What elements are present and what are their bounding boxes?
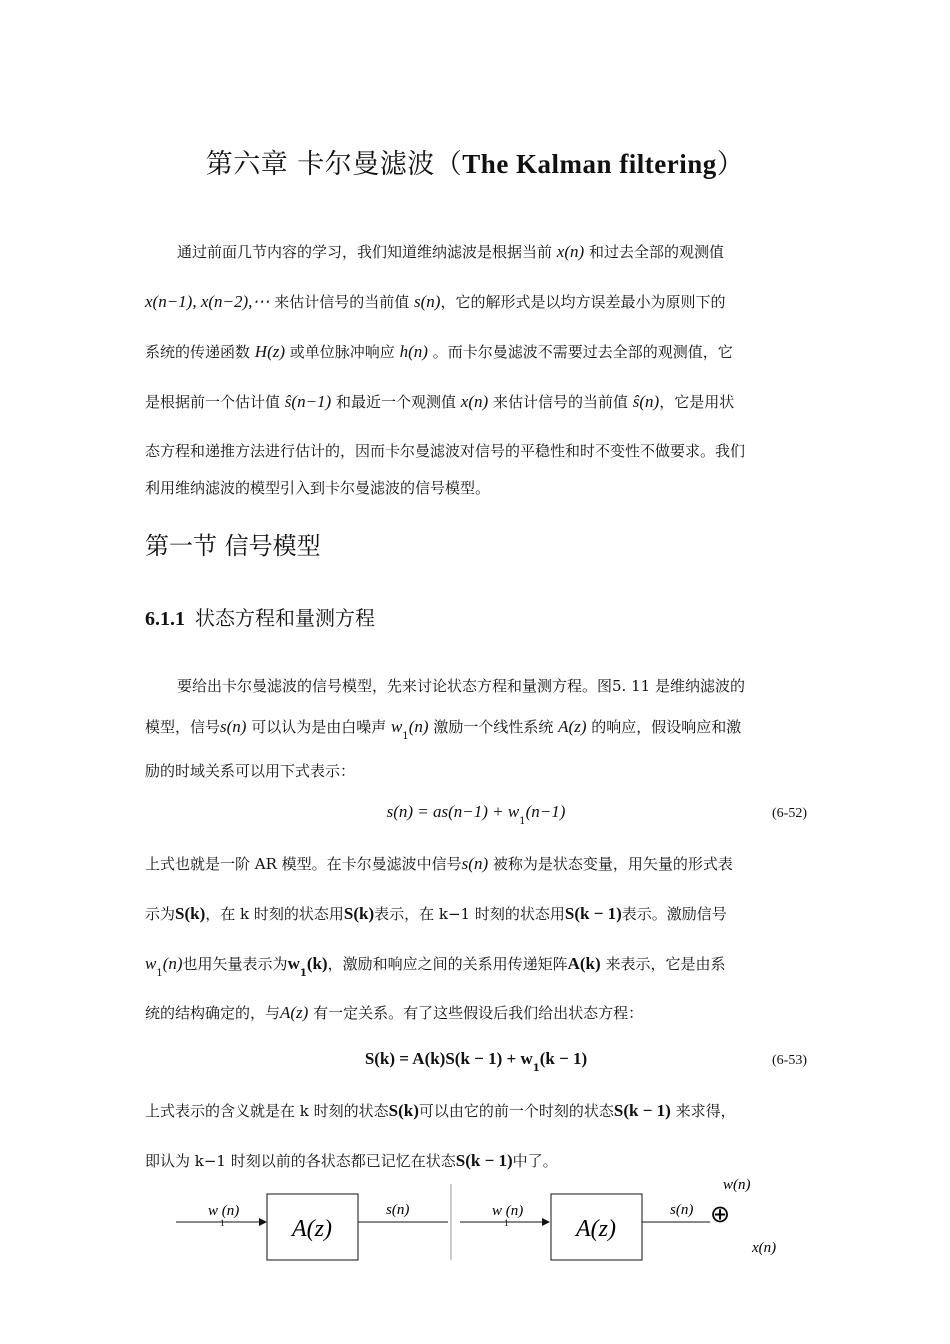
right-output-label: s(n)	[670, 1202, 694, 1218]
intro-line-5: 态方程和递推方法进行估计的，因而卡尔曼滤波对信号的平稳性和时不变性不做要求。我们	[145, 442, 746, 460]
equation-number-6-53: (6-53)	[772, 1053, 807, 1068]
left-block-label: A(z)	[292, 1216, 332, 1242]
para4-line-2: 即认为 k−1 时刻以前的各状态都已记忆在状态S(k − 1)中了。	[145, 1151, 558, 1170]
para3-line-2: 示为S(k)，在 k 时刻的状态用S(k)表示，在 k−1 时刻的状态用S(k − 1)表示。激励信号	[145, 904, 727, 923]
para2-line-1: 要给出卡尔曼滤波的信号模型，先来讨论状态方程和量测方程。图5. 11 是维纳滤波的	[177, 677, 745, 695]
equation-6-52: $s(n) = as(n-1) + w_1(n-1)$	[386, 802, 566, 827]
equation-6-53: $S(k) = A(k)S(k - 1) + w_1(k - 1)$	[364, 1049, 588, 1074]
intro-line-2: x(n−1), x(n−2),⋯ 来估计信号的当前值 s(n)，它的解形式是以均方误差最小为原则下的	[145, 292, 726, 311]
right-block-label: A(z)	[576, 1216, 616, 1242]
intro-line-6: 利用维纳滤波的模型引入到卡尔曼滤波的信号模型。	[145, 479, 491, 497]
intro-line-4: 是根据前一个估计值 ŝ(n−1) 和最近一个观测值 x(n) 来估计信号的当前值 ŝ(n)，它是用状	[145, 392, 735, 411]
intro-line-1: 通过前面几节内容的学习，我们知道维纳滤波是根据当前 x(n) 和过去全部的观测值	[177, 242, 724, 261]
right-input-label: w (n)	[492, 1203, 524, 1219]
para2-line-3: 励的时域关系可以用下式表示：	[145, 762, 356, 780]
para3-line-4: 统的结构确定的，与A(z) 有一定关系。有了这些假设后我们给出状态方程：	[145, 1003, 644, 1022]
right-input-subscript: 1	[504, 1218, 509, 1228]
equation-number-6-52: (6-52)	[772, 806, 807, 821]
signal-model-diagram	[0, 1172, 950, 1292]
para2-line-2: 模型，信号s(n) 可以认为是由白噪声 $w_1(n)$ 激励一个线性系统 A(z) 的响应，假设响应和激	[145, 717, 742, 742]
noise-label: w(n)	[723, 1177, 751, 1193]
para3-line-3: $w_1(n)$也用矢量表示为$w_1(k)$，激励和响应之间的关系用传递矩阵A(k) 来表示，它是由系	[145, 954, 726, 979]
para4-line-1: 上式表示的含义就是在 k 时刻的状态S(k)可以由它的前一个时刻的状态S(k − 1) 来求得，	[145, 1101, 736, 1120]
chapter-title: 第六章 卡尔曼滤波（The Kalman filtering）	[205, 149, 745, 180]
observation-label: x(n)	[752, 1240, 777, 1256]
left-output-label: s(n)	[386, 1202, 410, 1218]
sum-node-icon: ⊕	[710, 1202, 731, 1228]
para3-line-1: 上式也就是一阶 AR 模型。在卡尔曼滤波中信号s(n) 被称为是状态变量，用矢量的形式表	[145, 854, 733, 873]
left-input-subscript: 1	[220, 1218, 225, 1228]
intro-line-3: 系统的传递函数 H(z) 或单位脉冲响应 h(n) 。而卡尔曼滤波不需要过去全部的观测值，它	[145, 342, 733, 361]
left-input-label: w (n)	[208, 1203, 240, 1219]
section-heading: 第一节 信号模型	[145, 532, 321, 560]
subsection-heading: 6.1.1 状态方程和量测方程	[145, 606, 375, 630]
